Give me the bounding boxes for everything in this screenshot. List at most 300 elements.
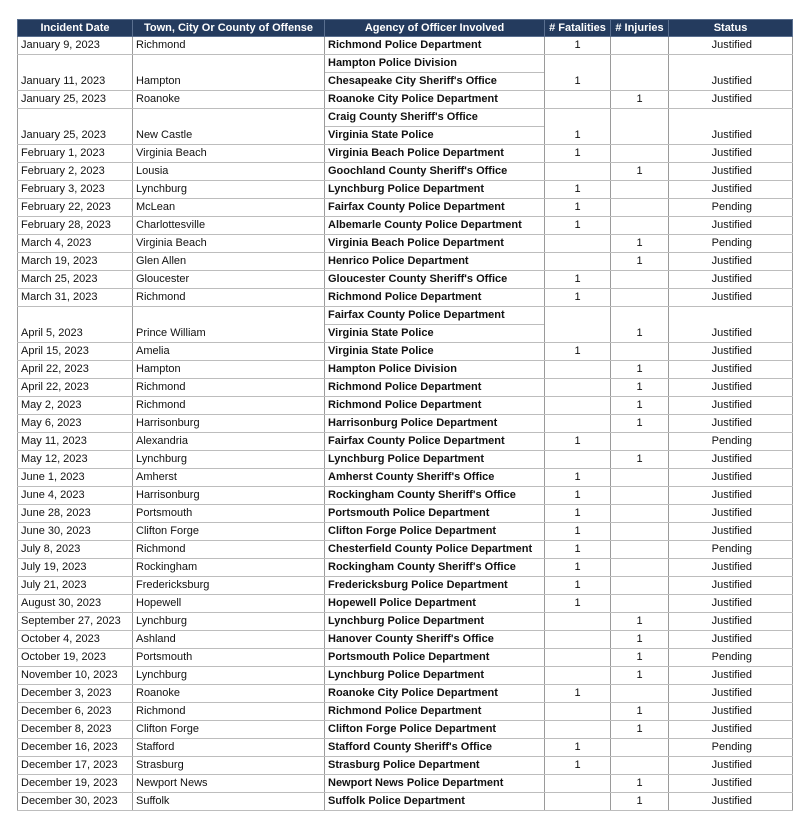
cell-injuries: 1	[611, 721, 669, 739]
table-row	[18, 253, 793, 271]
cell-agency	[325, 145, 545, 163]
cell-injuries	[611, 343, 669, 361]
cell-town: Hopewell	[133, 595, 325, 613]
table-row	[18, 523, 793, 541]
cell-injuries: 1	[611, 235, 669, 253]
cell-status: Justified	[669, 163, 793, 181]
cell-status: Justified	[669, 181, 793, 199]
cell-fatalities	[545, 253, 611, 271]
table-row	[18, 415, 793, 433]
cell-status: Justified	[669, 757, 793, 775]
cell-town: Rockingham	[133, 559, 325, 577]
cell-fatalities: 1	[545, 289, 611, 307]
cell-agency	[325, 361, 545, 379]
agency-name: Hopewell Police Department	[328, 597, 476, 609]
table-row	[18, 163, 793, 181]
cell-status: Justified	[669, 145, 793, 163]
table-row	[18, 307, 793, 343]
cell-agency	[325, 793, 545, 811]
agency-name: Lynchburg Police Department	[328, 669, 485, 681]
agency-name: Chesterfield County Police Department	[328, 543, 533, 555]
cell-town: Strasburg	[133, 757, 325, 775]
cell-fatalities: 1	[545, 145, 611, 163]
cell-agency	[325, 343, 545, 361]
cell-status: Justified	[669, 667, 793, 685]
cell-status: Justified	[669, 703, 793, 721]
agency-name: Virginia State Police	[328, 345, 434, 357]
cell-injuries: 1	[611, 253, 669, 271]
cell-incident-date: January 9, 2023	[18, 37, 133, 55]
table-row	[18, 541, 793, 559]
cell-fatalities: 1	[545, 577, 611, 595]
table-row	[18, 451, 793, 469]
cell-incident-date: July 21, 2023	[18, 577, 133, 595]
cell-fatalities	[545, 451, 611, 469]
cell-incident-date: May 6, 2023	[18, 415, 133, 433]
cell-agency	[325, 199, 545, 217]
cell-injuries	[611, 595, 669, 613]
cell-town: Amelia	[133, 343, 325, 361]
agency-name: Portsmouth Police Department	[328, 651, 490, 663]
cell-agency	[325, 739, 545, 757]
cell-agency	[325, 505, 545, 523]
agency-name: Virginia State Police	[328, 129, 434, 141]
table-row	[18, 649, 793, 667]
cell-town: Prince William	[133, 307, 325, 343]
cell-agency	[325, 37, 545, 55]
cell-agency	[325, 181, 545, 199]
cell-town: Alexandria	[133, 433, 325, 451]
header-status: Status	[669, 20, 793, 37]
table-row	[18, 379, 793, 397]
cell-fatalities: 1	[545, 757, 611, 775]
cell-agency	[325, 541, 545, 559]
cell-incident-date: February 2, 2023	[18, 163, 133, 181]
cell-fatalities: 1	[545, 739, 611, 757]
cell-incident-date: March 19, 2023	[18, 253, 133, 271]
cell-fatalities	[545, 235, 611, 253]
cell-fatalities	[545, 613, 611, 631]
table-row	[18, 91, 793, 109]
cell-agency	[325, 271, 545, 289]
cell-status: Justified	[669, 217, 793, 235]
cell-town: Richmond	[133, 397, 325, 415]
cell-incident-date: July 8, 2023	[18, 541, 133, 559]
table-row	[18, 469, 793, 487]
cell-incident-date: June 28, 2023	[18, 505, 133, 523]
cell-town: Roanoke	[133, 685, 325, 703]
header-incident-date: Incident Date	[18, 20, 133, 37]
cell-fatalities: 1	[545, 343, 611, 361]
agency-name: Suffolk Police Department	[328, 795, 465, 807]
cell-fatalities: 1	[545, 469, 611, 487]
cell-status: Justified	[669, 559, 793, 577]
cell-status: Justified	[669, 505, 793, 523]
cell-town: Lynchburg	[133, 613, 325, 631]
agency-name: Virginia Beach Police Department	[328, 147, 504, 159]
table-row	[18, 595, 793, 613]
table-row	[18, 217, 793, 235]
agency-name: Lynchburg Police Department	[328, 615, 485, 627]
cell-status: Justified	[669, 793, 793, 811]
table-row	[18, 199, 793, 217]
agency-name: Richmond Police Department	[328, 381, 482, 393]
agency-name: Strasburg Police Department	[328, 759, 480, 771]
cell-incident-date: July 19, 2023	[18, 559, 133, 577]
cell-fatalities	[545, 91, 611, 109]
cell-injuries	[611, 37, 669, 55]
cell-fatalities: 1	[545, 433, 611, 451]
table-row	[18, 631, 793, 649]
agency-name: Richmond Police Department	[328, 399, 482, 411]
cell-agency	[325, 487, 545, 505]
cell-agency	[325, 613, 545, 631]
cell-town: Portsmouth	[133, 649, 325, 667]
cell-incident-date: March 31, 2023	[18, 289, 133, 307]
cell-status: Justified	[669, 451, 793, 469]
table-row	[18, 577, 793, 595]
cell-incident-date: May 2, 2023	[18, 397, 133, 415]
cell-status: Justified	[669, 775, 793, 793]
table-row	[18, 109, 793, 145]
table-row	[18, 37, 793, 55]
cell-fatalities: 1	[545, 487, 611, 505]
cell-town: Richmond	[133, 289, 325, 307]
table-row	[18, 361, 793, 379]
header-injuries: # Injuries	[611, 20, 669, 37]
cell-injuries	[611, 217, 669, 235]
agency-name: Hampton Police Division	[325, 55, 544, 73]
cell-status: Justified	[669, 487, 793, 505]
cell-incident-date: January 25, 2023	[18, 109, 133, 145]
cell-injuries: 1	[611, 91, 669, 109]
cell-status: Justified	[669, 361, 793, 379]
cell-incident-date: August 30, 2023	[18, 595, 133, 613]
cell-status: Justified	[669, 415, 793, 433]
cell-fatalities	[545, 361, 611, 379]
cell-incident-date: March 4, 2023	[18, 235, 133, 253]
cell-fatalities: 1	[545, 541, 611, 559]
cell-status: Justified	[669, 91, 793, 109]
cell-incident-date: February 3, 2023	[18, 181, 133, 199]
cell-status: Justified	[669, 721, 793, 739]
agency-name: Gloucester County Sheriff's Office	[328, 273, 508, 285]
cell-incident-date: February 1, 2023	[18, 145, 133, 163]
table-row	[18, 685, 793, 703]
cell-town: Roanoke	[133, 91, 325, 109]
cell-incident-date: January 25, 2023	[18, 91, 133, 109]
cell-injuries: 1	[611, 703, 669, 721]
cell-incident-date: December 3, 2023	[18, 685, 133, 703]
cell-incident-date: September 27, 2023	[18, 613, 133, 631]
cell-fatalities	[545, 703, 611, 721]
cell-agency	[325, 631, 545, 649]
cell-status: Justified	[669, 631, 793, 649]
agency-name: Clifton Forge Police Department	[328, 723, 497, 735]
cell-fatalities: 1	[545, 685, 611, 703]
cell-town: Lousia	[133, 163, 325, 181]
cell-fatalities: 1	[545, 199, 611, 217]
cell-status: Justified	[669, 397, 793, 415]
cell-agency	[325, 721, 545, 739]
cell-fatalities: 1	[545, 505, 611, 523]
cell-incident-date: January 11, 2023	[18, 55, 133, 91]
table-row	[18, 613, 793, 631]
cell-town: Gloucester	[133, 271, 325, 289]
cell-fatalities	[545, 649, 611, 667]
cell-incident-date: March 25, 2023	[18, 271, 133, 289]
agency-name: Craig County Sheriff's Office	[325, 109, 544, 127]
agency-name: Fairfax County Police Department	[328, 435, 505, 447]
cell-agency	[325, 91, 545, 109]
cell-incident-date: May 12, 2023	[18, 451, 133, 469]
cell-status: Justified	[669, 379, 793, 397]
cell-fatalities: 1	[545, 271, 611, 289]
cell-town: Ashland	[133, 631, 325, 649]
table-row	[18, 505, 793, 523]
cell-status: Justified	[669, 253, 793, 271]
agency-name: Richmond Police Department	[328, 39, 482, 51]
cell-status: Pending	[669, 235, 793, 253]
cell-agency	[325, 235, 545, 253]
agency-name: Clifton Forge Police Department	[328, 525, 497, 537]
cell-agency	[325, 397, 545, 415]
cell-incident-date: April 22, 2023	[18, 361, 133, 379]
table-row	[18, 487, 793, 505]
cell-incident-date: May 11, 2023	[18, 433, 133, 451]
cell-status: Justified	[669, 109, 793, 145]
cell-agency	[325, 109, 545, 145]
cell-town: Glen Allen	[133, 253, 325, 271]
cell-status: Justified	[669, 523, 793, 541]
cell-incident-date: June 4, 2023	[18, 487, 133, 505]
cell-status: Justified	[669, 343, 793, 361]
table-header	[18, 20, 793, 37]
cell-status: Pending	[669, 739, 793, 757]
cell-injuries: 1	[611, 613, 669, 631]
agency-name: Fairfax County Police Department	[328, 201, 505, 213]
agency-name: Lynchburg Police Department	[328, 183, 485, 195]
cell-agency	[325, 217, 545, 235]
table-row	[18, 559, 793, 577]
cell-status: Justified	[669, 307, 793, 343]
agency-name: Roanoke City Police Department	[328, 93, 498, 105]
cell-town: Fredericksburg	[133, 577, 325, 595]
cell-incident-date: October 19, 2023	[18, 649, 133, 667]
agency-name: Goochland County Sheriff's Office	[328, 165, 508, 177]
cell-fatalities	[545, 307, 611, 343]
cell-agency	[325, 289, 545, 307]
cell-status: Pending	[669, 649, 793, 667]
cell-agency	[325, 757, 545, 775]
agency-name: Amherst County Sheriff's Office	[328, 471, 495, 483]
cell-fatalities	[545, 793, 611, 811]
cell-injuries	[611, 739, 669, 757]
agency-name: Harrisonburg Police Department	[328, 417, 498, 429]
cell-injuries	[611, 433, 669, 451]
cell-status: Justified	[669, 271, 793, 289]
cell-injuries	[611, 199, 669, 217]
cell-agency	[325, 703, 545, 721]
cell-fatalities: 1	[545, 55, 611, 91]
cell-injuries: 1	[611, 415, 669, 433]
table-row	[18, 145, 793, 163]
cell-fatalities: 1	[545, 559, 611, 577]
cell-incident-date: December 6, 2023	[18, 703, 133, 721]
cell-injuries	[611, 487, 669, 505]
cell-incident-date: June 1, 2023	[18, 469, 133, 487]
header-row	[18, 20, 793, 37]
cell-agency	[325, 667, 545, 685]
cell-injuries: 1	[611, 307, 669, 343]
cell-status: Justified	[669, 577, 793, 595]
cell-fatalities	[545, 667, 611, 685]
cell-incident-date: December 19, 2023	[18, 775, 133, 793]
cell-town: Virginia Beach	[133, 235, 325, 253]
agency-name: Virginia Beach Police Department	[328, 237, 504, 249]
cell-town: Lynchburg	[133, 451, 325, 469]
cell-injuries	[611, 577, 669, 595]
cell-fatalities	[545, 163, 611, 181]
cell-injuries	[611, 109, 669, 145]
cell-incident-date: April 22, 2023	[18, 379, 133, 397]
cell-town: Hampton	[133, 361, 325, 379]
agency-name: Henrico Police Department	[328, 255, 469, 267]
cell-town: Clifton Forge	[133, 523, 325, 541]
cell-fatalities	[545, 775, 611, 793]
incident-table	[17, 19, 793, 811]
cell-town: Virginia Beach	[133, 145, 325, 163]
table-row	[18, 775, 793, 793]
cell-town: Richmond	[133, 541, 325, 559]
table-row	[18, 793, 793, 811]
table-row	[18, 343, 793, 361]
agency-name: Richmond Police Department	[328, 291, 482, 303]
header-town: Town, City Or County of Offense	[133, 20, 325, 37]
cell-agency	[325, 577, 545, 595]
cell-agency	[325, 685, 545, 703]
cell-injuries	[611, 271, 669, 289]
cell-agency	[325, 433, 545, 451]
cell-injuries: 1	[611, 163, 669, 181]
cell-incident-date: October 4, 2023	[18, 631, 133, 649]
cell-town: Harrisonburg	[133, 415, 325, 433]
table-row	[18, 721, 793, 739]
cell-fatalities	[545, 379, 611, 397]
incident-table-container	[17, 19, 792, 811]
agency-name: Rockingham County Sheriff's Office	[328, 561, 516, 573]
table-row	[18, 181, 793, 199]
cell-injuries	[611, 289, 669, 307]
cell-agency	[325, 523, 545, 541]
cell-incident-date: April 5, 2023	[18, 307, 133, 343]
cell-agency	[325, 469, 545, 487]
cell-agency	[325, 649, 545, 667]
agency-name: Stafford County Sheriff's Office	[328, 741, 492, 753]
cell-status: Justified	[669, 613, 793, 631]
cell-town: Amherst	[133, 469, 325, 487]
cell-town: Harrisonburg	[133, 487, 325, 505]
header-fatalities: # Fatalities	[545, 20, 611, 37]
cell-agency	[325, 379, 545, 397]
cell-town: New Castle	[133, 109, 325, 145]
cell-status: Justified	[669, 595, 793, 613]
cell-incident-date: February 22, 2023	[18, 199, 133, 217]
agency-name: Lynchburg Police Department	[328, 453, 485, 465]
agency-name: Chesapeake City Sheriff's Office	[328, 75, 497, 87]
cell-injuries	[611, 181, 669, 199]
table-row	[18, 55, 793, 91]
agency-name: Albemarle County Police Department	[328, 219, 522, 231]
cell-town: Charlottesville	[133, 217, 325, 235]
cell-incident-date: December 16, 2023	[18, 739, 133, 757]
cell-status: Pending	[669, 199, 793, 217]
table-row	[18, 667, 793, 685]
cell-fatalities: 1	[545, 37, 611, 55]
agency-name: Virginia State Police	[328, 327, 434, 339]
cell-fatalities: 1	[545, 181, 611, 199]
agency-name: Roanoke City Police Department	[328, 687, 498, 699]
cell-status: Pending	[669, 433, 793, 451]
cell-fatalities: 1	[545, 109, 611, 145]
cell-status: Justified	[669, 55, 793, 91]
cell-town: Richmond	[133, 379, 325, 397]
cell-injuries	[611, 523, 669, 541]
table-row	[18, 397, 793, 415]
agency-name: Portsmouth Police Department	[328, 507, 490, 519]
cell-injuries: 1	[611, 775, 669, 793]
cell-injuries	[611, 757, 669, 775]
cell-status: Pending	[669, 541, 793, 559]
cell-agency	[325, 163, 545, 181]
cell-incident-date: December 17, 2023	[18, 757, 133, 775]
cell-town: Portsmouth	[133, 505, 325, 523]
cell-agency	[325, 253, 545, 271]
cell-incident-date: April 15, 2023	[18, 343, 133, 361]
cell-injuries	[611, 469, 669, 487]
table-body	[18, 37, 793, 811]
cell-incident-date: June 30, 2023	[18, 523, 133, 541]
cell-injuries: 1	[611, 667, 669, 685]
cell-injuries: 1	[611, 649, 669, 667]
table-row	[18, 739, 793, 757]
cell-town: Hampton	[133, 55, 325, 91]
cell-town: Newport News	[133, 775, 325, 793]
table-row	[18, 235, 793, 253]
cell-town: Richmond	[133, 703, 325, 721]
table-row	[18, 703, 793, 721]
cell-town: Richmond	[133, 37, 325, 55]
cell-agency	[325, 775, 545, 793]
cell-fatalities	[545, 415, 611, 433]
cell-injuries	[611, 559, 669, 577]
agency-name: Newport News Police Department	[328, 777, 504, 789]
cell-injuries: 1	[611, 631, 669, 649]
cell-agency	[325, 595, 545, 613]
cell-status: Justified	[669, 469, 793, 487]
cell-town: Stafford	[133, 739, 325, 757]
cell-injuries	[611, 55, 669, 91]
cell-injuries: 1	[611, 361, 669, 379]
cell-fatalities: 1	[545, 595, 611, 613]
cell-agency	[325, 55, 545, 91]
table-row	[18, 433, 793, 451]
cell-injuries: 1	[611, 793, 669, 811]
cell-incident-date: November 10, 2023	[18, 667, 133, 685]
cell-injuries	[611, 505, 669, 523]
cell-agency	[325, 307, 545, 343]
agency-name: Richmond Police Department	[328, 705, 482, 717]
